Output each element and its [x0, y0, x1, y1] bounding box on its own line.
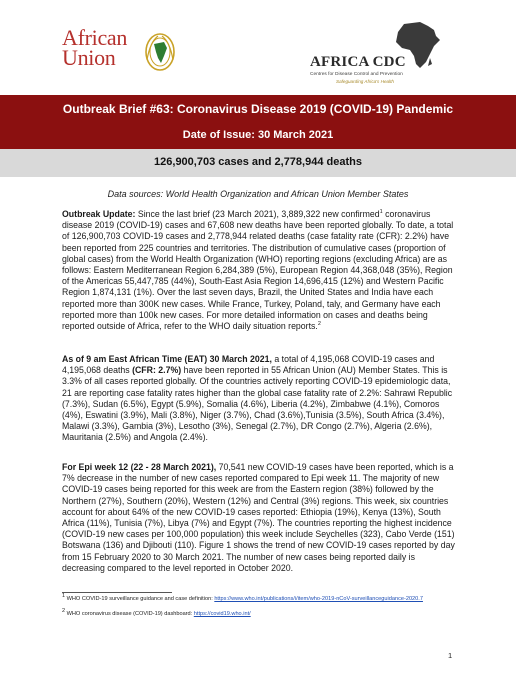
outbreak-update-text-b: coronavirus disease 2019 (COVID-19) cases and 67,608 new deaths have been reported globally. To date, a total of 126,900,703 COVID-19 cases and 2,778,944 related deaths (case fatality rate (CFR): 2.2%) have been reported from 225 countries and territories. The distribution of cumulative cases (proportion of global cases) from the World Health Organization (WHO) reporting regions (excluding Africa) are as follows: Eastern Mediterranean Region 6,284,389 (5%), European Region 44,368,048 (35%), Region of the Americas 55,447,785 (44%), South-East Asia Region 14,696,415 (12%) and Western Pacific Region 1,874,131 (1%). Over the last seven days, Brazil, the United States and India have each reported more than 300K new cases. While France, Turkey, Poland, taly, and Germany have each reported more than 100k new cases. For more detailed information on cases and deaths being reported outside of Africa, refer to the WHO daily situation reports.: [62, 209, 454, 332]
au-emblem-icon: [142, 30, 178, 74]
footnote-ref-1: 1: [379, 209, 383, 216]
cases-summary: 126,900,703 cases and 2,778,944 deaths: [154, 156, 362, 168]
page-header: [0, 0, 516, 88]
africa-cfr: (CFR: 2.7%): [132, 365, 182, 376]
africa-status-paragraph: [62, 354, 458, 444]
africa-status-text-a: a total of 4,195,068 COVID-19 cases and 4,195,068 deaths: [62, 354, 435, 376]
footnote-1-text: WHO COVID-19 surveillance guidance and case definition:: [65, 596, 215, 602]
data-sources: Data sources: World Health Organization and African Union Member States: [107, 189, 409, 199]
outbreak-update-text-a: Since the last brief (23 March 2021), 3,889,322 new confirmed: [135, 209, 380, 219]
cdc-logo-tagline: Safeguarding Africa's Health: [336, 79, 394, 84]
epi-week-lead: For Epi week 12 (22 - 28 March 2021),: [62, 462, 217, 472]
au-logo-line1: African: [62, 25, 128, 50]
africa-cdc-logo: [306, 20, 466, 82]
footnote-2: [62, 608, 458, 618]
outbreak-update-lead: Outbreak Update:: [62, 209, 136, 219]
outbreak-update-paragraph: [62, 209, 458, 332]
au-logo-line2: Union: [62, 45, 116, 70]
african-union-logo: [62, 25, 180, 76]
africa-status-lead: As of 9 am East African Time (EAT) 30 March 2021,: [62, 354, 272, 364]
au-logo-text: [62, 25, 128, 70]
cdc-logo-subtitle: Centres for Disease Control and Prevention: [310, 72, 403, 77]
footnote-2-link[interactable]: https://covid19.who.int/: [193, 611, 251, 617]
cases-summary-bar: [0, 149, 516, 177]
footnote-ref-2: 2: [317, 321, 321, 328]
footnote-1-number: 1: [62, 593, 66, 600]
cdc-logo-title: AFRICA CDC: [310, 54, 406, 70]
title-banner: [0, 95, 516, 149]
africa-status-text-b: have been reported in 55 African Union (AU) Member States. This is 3.3% of all cases reported globally. Of the countries actively reporting COVID-19 epidemiologic data, 21 are reporting case fatality rates higher than the global case fatality rate of 2.2%: Sahrawi Republic (7.3%), Sudan (6.5%), Egypt (5.9%), Somalia (4.6%), Liberia (4.2%), Zimbabwe (4.1%), Comoros (4%), Eswatini (3.9%), Mali (3.8%), Niger (3.7%), Chad (3.6%),Tunisia (3.5%), South Africa (3.4%), Malawi (3.3%), Gambia (3%), Lesotho (3%), Senegal (2.7%), DR Congo (2.7%), Algeria (2.6%), Mauritania (2.5%) and Angola (2.4%).: [62, 365, 453, 443]
page-number: 1: [448, 651, 453, 660]
brief-title: Outbreak Brief #63: Coronavirus Disease 2019 (COVID-19) Pandemic: [62, 102, 454, 116]
issue-date: Date of Issue: 30 March 2021: [182, 129, 334, 141]
footnote-2-number: 2: [62, 608, 66, 615]
footnote-1: [62, 593, 458, 603]
footnote-1-link[interactable]: https://www.who.int/publications/i/item/who-2019-nCoV-surveillanceguidance-2020.7: [214, 596, 423, 602]
footnote-divider: [62, 592, 172, 593]
epi-week-text: 70,541 new COVID-19 cases have been reported, which is a 7% decrease in the number of new cases reported compared to Epi week 11. The majority of new COVID-19 cases being reported for this week are from the Eastern region (38%) followed by the Northern (27%), Southern (20%), Western (12%) and Central (3%) regions. This week, six countries account for about 64% of the new COVID-19 cases reported: Ethiopia (19%), Kenya (13%), South Africa (11%), Tunisia (7%), Libya (7%) and Egypt (7%). The countries reporting the highest incidence (COVID-19 new cases per 100,000 population) this week include Seychelles (323), Cabo Verde (151) Botswana (136) and Djibouti (110). Figure 1 shows the trend of new COVID-19 cases reported by day from 15 February 2020 to 30 March 2021. The number of new cases being reported daily is decreasing compared to the level reported in October 2020.: [62, 462, 455, 573]
footnote-2-text: WHO coronavirus disease (COVID-19) dashboard:: [65, 611, 194, 617]
epi-week-paragraph: [62, 462, 458, 574]
